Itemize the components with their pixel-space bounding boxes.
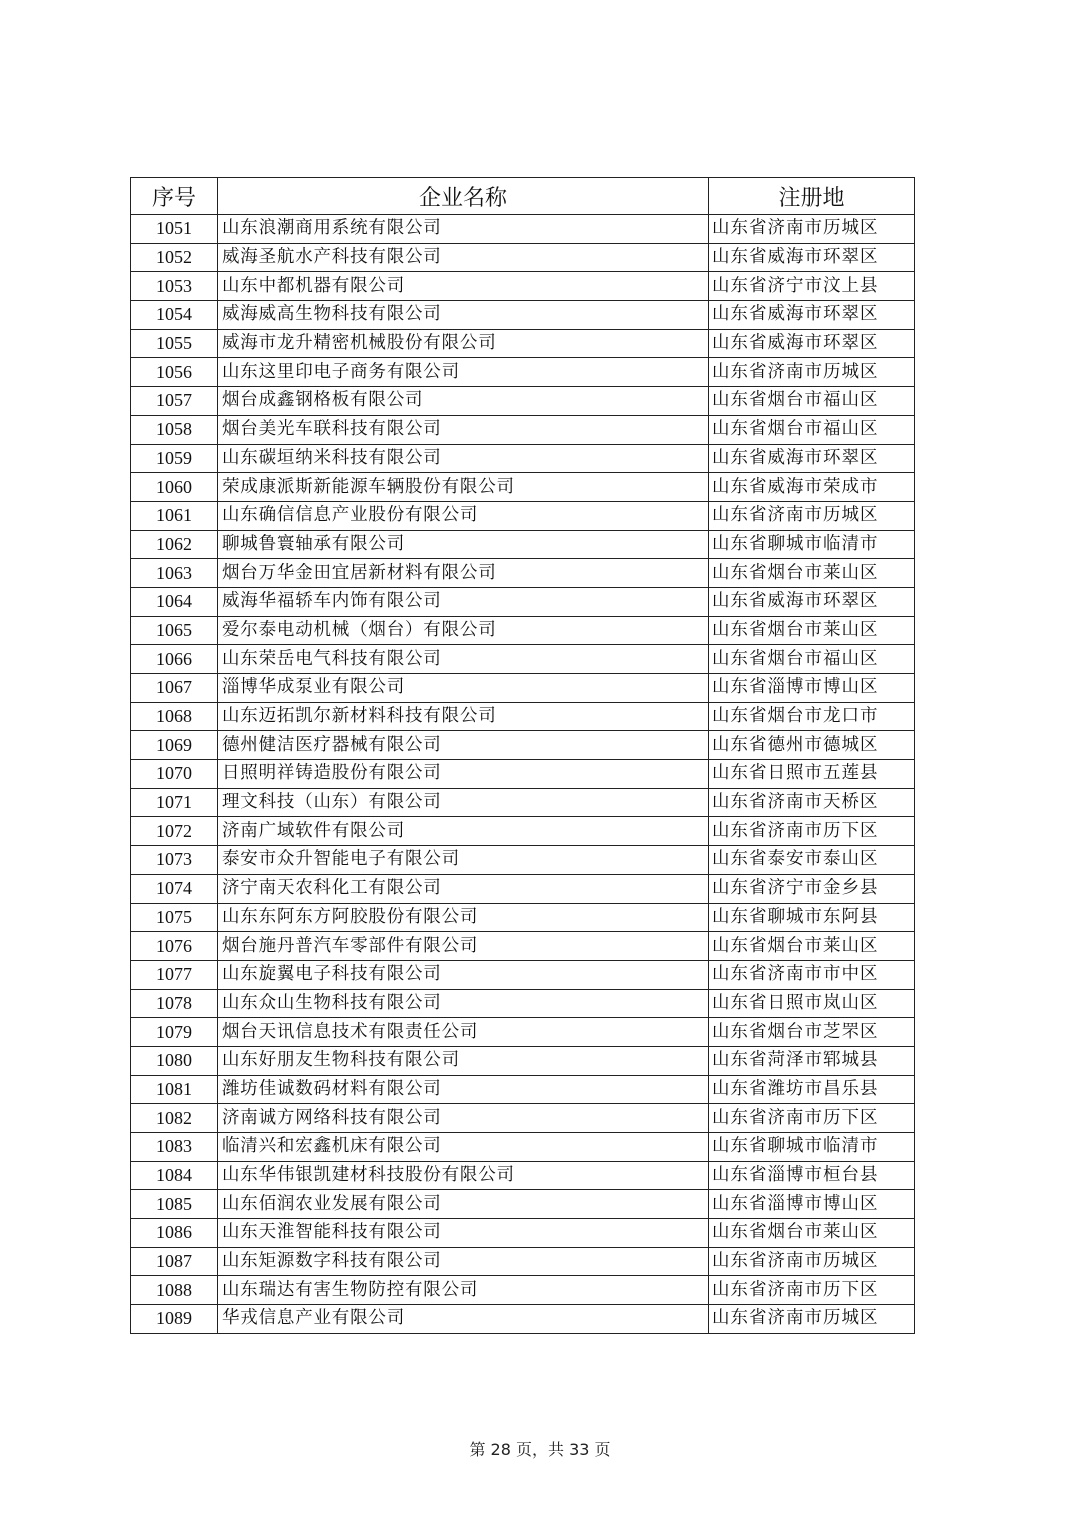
table-row [131, 674, 915, 703]
table-row [131, 1075, 915, 1104]
table-row [131, 788, 915, 817]
header-registered-place: 注册地 [709, 178, 915, 215]
table-row [131, 1276, 915, 1305]
registered-place-cell: 山东省威海市环翠区 [709, 301, 915, 330]
table-row [131, 1247, 915, 1276]
table-row [131, 1161, 915, 1190]
registered-place-cell: 山东省济南市历城区 [709, 215, 915, 244]
table-row [131, 1305, 915, 1334]
serial-number-cell: 1089 [131, 1305, 218, 1334]
serial-number-cell: 1069 [131, 731, 218, 760]
enterprise-name-cell: 聊城鲁寰轴承有限公司 [218, 530, 709, 559]
serial-number-cell: 1080 [131, 1046, 218, 1075]
table-row [131, 1133, 915, 1162]
enterprise-name-cell: 济宁南天农科化工有限公司 [218, 874, 709, 903]
enterprise-name-cell: 威海威高生物科技有限公司 [218, 301, 709, 330]
registered-place-cell: 山东省威海市环翠区 [709, 587, 915, 616]
registered-place-cell: 山东省威海市环翠区 [709, 329, 915, 358]
registered-place-cell: 山东省威海市环翠区 [709, 444, 915, 473]
registered-place-cell: 山东省济南市历下区 [709, 817, 915, 846]
enterprise-name-cell: 山东旋翼电子科技有限公司 [218, 960, 709, 989]
serial-number-cell: 1075 [131, 903, 218, 932]
serial-number-cell: 1061 [131, 501, 218, 530]
enterprise-name-cell: 济南诚方网络科技有限公司 [218, 1104, 709, 1133]
enterprise-name-cell: 烟台万华金田宜居新材料有限公司 [218, 559, 709, 588]
table-row [131, 903, 915, 932]
enterprise-name-cell: 日照明祥铸造股份有限公司 [218, 760, 709, 789]
registered-place-cell: 山东省潍坊市昌乐县 [709, 1075, 915, 1104]
serial-number-cell: 1059 [131, 444, 218, 473]
enterprise-name-cell: 潍坊佳诚数码材料有限公司 [218, 1075, 709, 1104]
table-row [131, 415, 915, 444]
enterprise-name-cell: 山东佰润农业发展有限公司 [218, 1190, 709, 1219]
table-row [131, 473, 915, 502]
table-row [131, 272, 915, 301]
table-row [131, 1219, 915, 1248]
enterprise-name-cell: 山东荣岳电气科技有限公司 [218, 645, 709, 674]
table-row [131, 501, 915, 530]
enterprise-name-cell: 威海华福轿车内饰有限公司 [218, 587, 709, 616]
registered-place-cell: 山东省烟台市莱山区 [709, 1219, 915, 1248]
enterprise-name-cell: 淄博华成泵业有限公司 [218, 674, 709, 703]
registered-place-cell: 山东省烟台市龙口市 [709, 702, 915, 731]
enterprise-name-cell: 威海市龙升精密机械股份有限公司 [218, 329, 709, 358]
registered-place-cell: 山东省烟台市莱山区 [709, 616, 915, 645]
registered-place-cell: 山东省聊城市临清市 [709, 1133, 915, 1162]
serial-number-cell: 1066 [131, 645, 218, 674]
enterprise-name-cell: 烟台天讯信息技术有限责任公司 [218, 1018, 709, 1047]
table-row [131, 616, 915, 645]
enterprise-name-cell: 山东好朋友生物科技有限公司 [218, 1046, 709, 1075]
registered-place-cell: 山东省烟台市莱山区 [709, 559, 915, 588]
serial-number-cell: 1084 [131, 1161, 218, 1190]
registered-place-cell: 山东省济南市历下区 [709, 1104, 915, 1133]
table-row [131, 989, 915, 1018]
enterprise-name-cell: 山东华伟银凯建材科技股份有限公司 [218, 1161, 709, 1190]
registered-place-cell: 山东省济南市市中区 [709, 960, 915, 989]
registered-place-cell: 山东省济宁市汶上县 [709, 272, 915, 301]
enterprise-name-cell: 临清兴和宏鑫机床有限公司 [218, 1133, 709, 1162]
table-row [131, 760, 915, 789]
enterprise-name-cell: 山东浪潮商用系统有限公司 [218, 215, 709, 244]
table-row [131, 645, 915, 674]
registered-place-cell: 山东省淄博市博山区 [709, 1190, 915, 1219]
serial-number-cell: 1081 [131, 1075, 218, 1104]
registered-place-cell: 山东省德州市德城区 [709, 731, 915, 760]
serial-number-cell: 1072 [131, 817, 218, 846]
table-row [131, 587, 915, 616]
table-row [131, 874, 915, 903]
enterprise-name-cell: 华戎信息产业有限公司 [218, 1305, 709, 1334]
registered-place-cell: 山东省济南市天桥区 [709, 788, 915, 817]
table-row [131, 1104, 915, 1133]
table-header [131, 178, 915, 215]
enterprise-name-cell: 山东碳垣纳米科技有限公司 [218, 444, 709, 473]
serial-number-cell: 1055 [131, 329, 218, 358]
serial-number-cell: 1063 [131, 559, 218, 588]
table-row [131, 960, 915, 989]
table-row [131, 358, 915, 387]
table-row [131, 559, 915, 588]
enterprise-name-cell: 泰安市众升智能电子有限公司 [218, 846, 709, 875]
serial-number-cell: 1053 [131, 272, 218, 301]
table-row [131, 329, 915, 358]
registered-place-cell: 山东省威海市环翠区 [709, 243, 915, 272]
serial-number-cell: 1058 [131, 415, 218, 444]
enterprise-table [130, 177, 915, 1334]
enterprise-name-cell: 烟台施丹普汽车零部件有限公司 [218, 932, 709, 961]
enterprise-name-cell: 山东确信信息产业股份有限公司 [218, 501, 709, 530]
enterprise-name-cell: 威海圣航水产科技有限公司 [218, 243, 709, 272]
serial-number-cell: 1076 [131, 932, 218, 961]
serial-number-cell: 1082 [131, 1104, 218, 1133]
serial-number-cell: 1078 [131, 989, 218, 1018]
enterprise-name-cell: 山东众山生物科技有限公司 [218, 989, 709, 1018]
table-row [131, 387, 915, 416]
registered-place-cell: 山东省烟台市福山区 [709, 645, 915, 674]
table-row [131, 1046, 915, 1075]
registered-place-cell: 山东省聊城市东阿县 [709, 903, 915, 932]
serial-number-cell: 1067 [131, 674, 218, 703]
table-row [131, 1190, 915, 1219]
table-row [131, 215, 915, 244]
table-body [131, 215, 915, 1334]
page-number-footer: 第 28 页，共 33 页 [469, 1440, 611, 1459]
table-row [131, 444, 915, 473]
serial-number-cell: 1079 [131, 1018, 218, 1047]
serial-number-cell: 1083 [131, 1133, 218, 1162]
registered-place-cell: 山东省济南市历城区 [709, 358, 915, 387]
serial-number-cell: 1056 [131, 358, 218, 387]
serial-number-cell: 1085 [131, 1190, 218, 1219]
enterprise-name-cell: 理文科技（山东）有限公司 [218, 788, 709, 817]
registered-place-cell: 山东省济南市历城区 [709, 501, 915, 530]
serial-number-cell: 1065 [131, 616, 218, 645]
enterprise-name-cell: 山东迈拓凯尔新材料科技有限公司 [218, 702, 709, 731]
registered-place-cell: 山东省淄博市桓台县 [709, 1161, 915, 1190]
registered-place-cell: 山东省烟台市莱山区 [709, 932, 915, 961]
registered-place-cell: 山东省菏泽市郓城县 [709, 1046, 915, 1075]
serial-number-cell: 1087 [131, 1247, 218, 1276]
enterprise-name-cell: 山东中都机器有限公司 [218, 272, 709, 301]
serial-number-cell: 1052 [131, 243, 218, 272]
enterprise-name-cell: 济南广域软件有限公司 [218, 817, 709, 846]
table-row [131, 243, 915, 272]
serial-number-cell: 1077 [131, 960, 218, 989]
registered-place-cell: 山东省泰安市泰山区 [709, 846, 915, 875]
enterprise-name-cell: 德州健洁医疗器械有限公司 [218, 731, 709, 760]
serial-number-cell: 1086 [131, 1219, 218, 1248]
table-row [131, 702, 915, 731]
registered-place-cell: 山东省济南市历下区 [709, 1276, 915, 1305]
registered-place-cell: 山东省烟台市芝罘区 [709, 1018, 915, 1047]
registered-place-cell: 山东省聊城市临清市 [709, 530, 915, 559]
enterprise-name-cell: 山东这里印电子商务有限公司 [218, 358, 709, 387]
serial-number-cell: 1088 [131, 1276, 218, 1305]
registered-place-cell: 山东省威海市荣成市 [709, 473, 915, 502]
registered-place-cell: 山东省淄博市博山区 [709, 674, 915, 703]
enterprise-name-cell: 山东瑞达有害生物防控有限公司 [218, 1276, 709, 1305]
registered-place-cell: 山东省烟台市福山区 [709, 387, 915, 416]
enterprise-name-cell: 爱尔泰电动机械（烟台）有限公司 [218, 616, 709, 645]
serial-number-cell: 1062 [131, 530, 218, 559]
serial-number-cell: 1068 [131, 702, 218, 731]
header-serial-number: 序号 [131, 178, 218, 215]
enterprise-name-cell: 烟台成鑫钢格板有限公司 [218, 387, 709, 416]
table-row [131, 817, 915, 846]
table-row [131, 530, 915, 559]
header-enterprise-name: 企业名称 [218, 178, 709, 215]
table-row [131, 932, 915, 961]
enterprise-name-cell: 山东矩源数字科技有限公司 [218, 1247, 709, 1276]
table-row [131, 1018, 915, 1047]
serial-number-cell: 1071 [131, 788, 218, 817]
table-row [131, 731, 915, 760]
registered-place-cell: 山东省济宁市金乡县 [709, 874, 915, 903]
registered-place-cell: 山东省烟台市福山区 [709, 415, 915, 444]
enterprise-name-cell: 荣成康派斯新能源车辆股份有限公司 [218, 473, 709, 502]
enterprise-name-cell: 山东东阿东方阿胶股份有限公司 [218, 903, 709, 932]
serial-number-cell: 1060 [131, 473, 218, 502]
registered-place-cell: 山东省济南市历城区 [709, 1305, 915, 1334]
enterprise-name-cell: 山东天淮智能科技有限公司 [218, 1219, 709, 1248]
serial-number-cell: 1054 [131, 301, 218, 330]
table-row [131, 846, 915, 875]
serial-number-cell: 1057 [131, 387, 218, 416]
registered-place-cell: 山东省济南市历城区 [709, 1247, 915, 1276]
serial-number-cell: 1074 [131, 874, 218, 903]
registered-place-cell: 山东省日照市五莲县 [709, 760, 915, 789]
header-row [131, 178, 915, 215]
enterprise-name-cell: 烟台美光车联科技有限公司 [218, 415, 709, 444]
registered-place-cell: 山东省日照市岚山区 [709, 989, 915, 1018]
serial-number-cell: 1070 [131, 760, 218, 789]
table-row [131, 301, 915, 330]
serial-number-cell: 1064 [131, 587, 218, 616]
serial-number-cell: 1051 [131, 215, 218, 244]
serial-number-cell: 1073 [131, 846, 218, 875]
